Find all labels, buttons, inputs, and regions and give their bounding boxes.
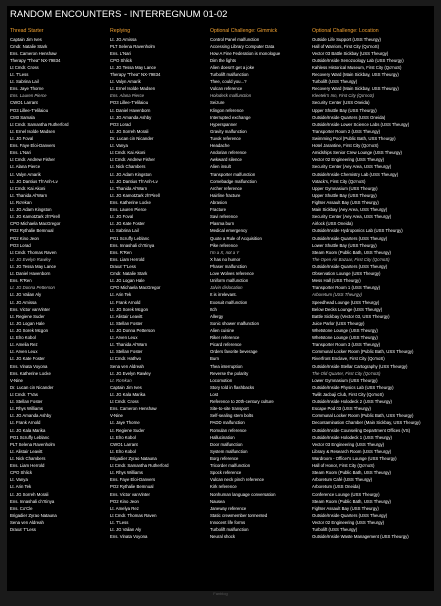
list-item: Mess Hall (USS Theurgy) — [312, 277, 432, 284]
list-item: Lt Cmdr. Thomas Raven — [110, 512, 207, 519]
list-item: Decontamination Chamber (Main Sickbay, USS Theurgy) — [312, 419, 432, 426]
list-item: Innocent life forms — [210, 519, 308, 526]
list-item: Lt. Ernel Isolde Madsen — [110, 85, 207, 92]
list-item: Speedhead Lounge (USS Theurgy) — [312, 299, 432, 306]
list-item: Vulcan neck pinch reference — [210, 476, 308, 483]
list-item: Conference Lounge (USS Theurgy) — [312, 491, 432, 498]
list-item: Lt. JG Dantius Th'Anh-Lv — [110, 178, 207, 185]
list-item: Ens. Lauren Pierce — [10, 92, 107, 99]
list-item: CPO Michaela MacGregor — [110, 284, 207, 291]
column-location — [312, 28, 432, 540]
list-item: Lt. JG Foval — [10, 135, 107, 142]
list-item: Lt. Arin Tek — [110, 291, 207, 298]
list-item: Lt. Ernel Isolde Madsen — [10, 128, 107, 135]
list-item: Ens. R'Ren — [10, 277, 107, 284]
list-item: Arboretum (USS Oneida) — [312, 483, 432, 490]
list-item: Lt. Amelia Rez — [10, 341, 107, 348]
list-item: Lt. JG Kate Foster — [110, 220, 207, 227]
list-item: Steam Room (Public Bath, USS Theurgy) — [312, 498, 432, 505]
list-item: Control Panel malfunction — [210, 36, 308, 43]
list-item: Lt. Ro'ekan — [10, 199, 107, 206]
list-item: Lt. JG Kala Marika — [110, 391, 207, 398]
list-item: Recovery Ward (Main Sickbay, USS Theurgy) — [312, 85, 432, 92]
list-item: Kirk reference — [210, 483, 308, 490]
list-item: Lt. JG Dantius Th'Anh-Lv — [10, 178, 107, 185]
list-item: Outside/Inside Quarters (USS Theurgy) — [312, 235, 432, 242]
column-list — [210, 36, 308, 541]
list-item: Outside/Inside Holodeck 2 (USS Theurgy) — [312, 398, 432, 405]
list-item: PADD malfunction — [210, 419, 308, 426]
list-item: Outside/Inside Chemistry Lab (USS Theurgy) — [312, 171, 432, 178]
list-item: Ens. Cameron Henshaw — [110, 405, 207, 412]
list-item: Recovery Ward (Main Sickbay, USS Theurgy) — [312, 71, 432, 78]
list-item: PO2 Kino Jeon — [10, 235, 107, 242]
list-item: Lt Cmdr. Kai Akoni — [10, 185, 107, 192]
list-item: Lt. Rhys Williams — [110, 469, 207, 476]
list-item: Lt. Frank Arnold — [110, 299, 207, 306]
list-item: Lt. Vanya — [110, 142, 207, 149]
list-item: Lt. JG Valian Aly — [10, 291, 107, 298]
list-item: Ens. Liam Herrold — [110, 256, 207, 263]
list-item: X has no humor — [210, 256, 308, 263]
list-item: Thee, could you...? — [210, 78, 308, 85]
list-item: Romulan reference — [210, 427, 308, 434]
list-item: Arboretum Café (USS Theurgy) — [312, 476, 432, 483]
list-item: System malfunction — [210, 448, 308, 455]
list-item: Gravity malfunction — [210, 128, 308, 135]
list-item: Outside/Inside Lower Science Labs (USS Theurgy) — [312, 121, 432, 128]
list-item: Janeway reference — [210, 505, 308, 512]
list-item: Airlock (USS Oneida) — [312, 220, 432, 227]
list-item: V-Nine — [110, 412, 207, 419]
list-item: Outside/Inside Hydroponics Lab (USS Theurgy) — [312, 227, 432, 234]
column-header: Optional Challenge: Gimmick — [210, 28, 308, 36]
list-item: CM3 Samala — [10, 114, 107, 121]
list-item: Transporter Room 1 (USS Theurgy) — [312, 284, 432, 291]
list-item: Lt. JG Sorreh Morali — [10, 491, 107, 498]
list-item: Ens. Katherine Locke — [110, 199, 207, 206]
list-item: Lt. Elro Kobol — [110, 434, 207, 441]
list-item: Brigadier Zyrao Natauna — [10, 512, 107, 519]
list-item: Lt. JG Kate Foster — [10, 355, 107, 362]
list-item: Lt. Daniel Havenborn — [10, 270, 107, 277]
list-item: Story told in flashbacks — [210, 384, 308, 391]
list-item: Hyperspanner — [210, 121, 308, 128]
list-item: Wardroom - Officer's Lounge (USS Theurgy) — [312, 455, 432, 462]
list-item: The Old Quarter, First City (Qo'noS) — [312, 370, 432, 377]
list-item: Hairline fracture — [210, 192, 308, 199]
list-item: Accessing Library Computer Data — [210, 43, 308, 50]
list-item: Cmdr. Natalie Stark — [10, 43, 107, 50]
list-item: Outside/Inside Counseling Department Offices (VS) — [312, 427, 432, 434]
list-item: Alien insult — [210, 163, 308, 170]
list-item: Vector 03 Battle Sickbay (USS Theurgy) — [312, 50, 432, 57]
list-item: PO1 Scruffy Leblanc — [10, 434, 107, 441]
list-item: Security Center (Aey Area, USS Theurgy) — [312, 163, 432, 170]
list-item: Vector 02 Engineering (USS Theurgy) — [312, 156, 432, 163]
list-item: Outside/Inside Stellar Cartography (USS Theurgy) — [312, 363, 432, 370]
list-item: Lt. Arven Leux — [10, 348, 107, 355]
list-item: Swimming Pool (Public Bath, USS Theurgy) — [312, 135, 432, 142]
list-item: Orders favorite beverage — [210, 348, 308, 355]
list-item: Andorian reference — [210, 149, 308, 156]
list-item: Below Decks Lounge (USS Theurgy) — [312, 306, 432, 313]
list-item: Nausea — [210, 498, 308, 505]
column-list — [312, 36, 432, 541]
list-item: Static crewmember tormented — [210, 512, 308, 519]
list-item: Lt. Nick Chambers — [110, 163, 207, 170]
list-item: Dr. Lucan cin Nicander — [110, 135, 207, 142]
list-item: Lt. Arin Tek — [10, 483, 107, 490]
list-item: Ens. L'Nari — [110, 50, 207, 57]
list-item: Security Center (USS Oneida) — [312, 99, 432, 106]
list-item: CPO Michaela MacGregor — [10, 220, 107, 227]
list-item: Lt. Valyn Amarik — [110, 78, 207, 85]
list-item: CPO Shlick — [110, 57, 207, 64]
list-item: Therapy "Thea" NX-79834 — [10, 57, 107, 64]
list-item: Hall of Honor, First City (Qo'noS) — [312, 462, 432, 469]
list-item: Draxa' T'Less — [10, 526, 107, 533]
list-item: Locomotion — [210, 377, 308, 384]
list-item: Juice Parlor (USS Theurgy) — [312, 320, 432, 327]
list-item: Arboretum (USS Theurgy) — [312, 291, 432, 298]
list-item: CWO1 Larrant — [10, 99, 107, 106]
list-item: Ens. Lauren Pierce — [110, 206, 207, 213]
list-item: Amidships Senior Crew Lounge (USS Theurgy) — [312, 149, 432, 156]
list-item: Ens. Katherine Locke — [10, 370, 107, 377]
list-item: Lt. Sabrina Lail — [110, 227, 207, 234]
list-item: Lt. Stellan Foster — [110, 348, 207, 355]
list-item: Outside/Inside Quarters (USS Theurgy) — [312, 512, 432, 519]
list-item: PLT Selena Ravenholm — [10, 441, 107, 448]
list-item: Klingon reference — [210, 107, 308, 114]
list-item: Captain Jim Ives — [10, 36, 107, 43]
list-item: Dim the lights — [210, 57, 308, 64]
column-header: Thread Starter — [10, 28, 107, 36]
list-item: Ens. Co'Cle — [10, 505, 107, 512]
list-item: Dr. Lucan cin Nicander — [10, 384, 107, 391]
list-item: Lt. JG Tessa May Lance — [10, 263, 107, 270]
list-item: Lt. Nick Chambers — [10, 455, 107, 462]
list-item: Hallucination — [210, 434, 308, 441]
list-item: PO2 Rythalie Bemnual — [110, 483, 207, 490]
list-item: Fighter Assault Bay (USS Theurgy) — [312, 199, 432, 206]
list-item: PO3 Lorad — [10, 242, 107, 249]
list-item: Nonhuman language conversation — [210, 491, 308, 498]
list-item: Lt. JG Amanda Ashby — [10, 412, 107, 419]
list-item: Exosuit malfunction — [210, 299, 308, 306]
list-item: Tricorder malfunction — [210, 462, 308, 469]
page-title: RANDOM ENCOUNTERS - INTERREGNUM 01-02 — [10, 9, 430, 21]
list-item: Lt. JG Logan Hale — [110, 277, 207, 284]
list-item: Observation Lounge (USS Theurgy) — [312, 270, 432, 277]
list-item: Lt. Amelya Rez — [110, 505, 207, 512]
list-item: Lt. Regiene Suder — [110, 427, 207, 434]
list-item: Lt. Thanida Al'Warn — [10, 192, 107, 199]
list-item: Turbolift (USS Theurgy) — [312, 526, 432, 533]
list-item: Lt Cmdr. Kai Akoni — [110, 149, 207, 156]
list-item: Therapy "Thea" NX-79834 — [110, 71, 207, 78]
list-item: Phaser malfunction — [210, 263, 308, 270]
list-item: Lt. Frank Arnold — [10, 419, 107, 426]
list-item: Captain Jim Ives — [110, 384, 207, 391]
list-item: Comebadge malfunction — [210, 178, 308, 185]
list-item: Lt Cmdr. Andrew Fisher — [110, 156, 207, 163]
list-item: I'm a X, not a Y — [210, 249, 308, 256]
column-gimmick — [210, 28, 308, 540]
list-item: Lt Cmdr. Andrew Fisher — [10, 156, 107, 163]
list-item: Lt. JG Evelyn Rawley — [10, 256, 107, 263]
list-item: Lt. JG KamotZark zh'Pirell — [110, 192, 207, 199]
list-item: Pike reference — [210, 242, 308, 249]
list-item: It is irrelevant. — [210, 291, 308, 298]
list-item: PO3 Lillee-T'elilaiou — [10, 107, 107, 114]
list-item: Ens. R'Ren — [110, 249, 207, 256]
list-item: Lt. Elro Kobol — [110, 448, 207, 455]
list-item: PLT Selena Ravenholm — [110, 43, 207, 50]
list-item: Love Wolves reference — [210, 270, 308, 277]
list-item: Communal Locker Room (Public Bath, USS Theurgy) — [312, 412, 432, 419]
list-item: Hall of Warriors, First City (Qo'noS) — [312, 43, 432, 50]
list-item: Ens. Faye Eloi-Danvers — [10, 142, 107, 149]
list-item: PO3 Lillee-T'elilaiou — [110, 99, 207, 106]
list-item: Ens. Faye Eloi-Danvers — [110, 476, 207, 483]
list-item: Ens. Alana Pierce — [110, 92, 207, 99]
list-item: Lt. Alistair Leavitt — [10, 448, 107, 455]
list-item: Lt. JG Amissa — [10, 299, 107, 306]
list-item: Reference to 20th-century culture — [210, 398, 308, 405]
list-item: Site-to-site transport — [210, 405, 308, 412]
list-item: Interrupted exchange — [210, 114, 308, 121]
list-item: Archer reference — [210, 185, 308, 192]
list-item: Vector 03 Engineering (USS Theurgy) — [312, 441, 432, 448]
list-item: Lt. Elro Kobol — [10, 334, 107, 341]
list-item: Turbolift malfunction — [210, 526, 308, 533]
list-item: Lt. T'Less — [10, 71, 107, 78]
list-item: Medical emergency — [210, 227, 308, 234]
list-item: Lt. Stellan Foster — [10, 398, 107, 405]
list-item: Headache — [210, 142, 308, 149]
column-list — [10, 36, 107, 534]
list-item: Outside/Inside Xenozoology Lab (USS Theurgy) — [312, 57, 432, 64]
list-item: Draxa' T'Less — [110, 263, 207, 270]
list-item: Outside/Inside Quarters (USS Oneida) — [312, 114, 432, 121]
list-item: PO1 Scruffy Leblanc — [110, 235, 207, 242]
encounter-sheet — [7, 6, 434, 591]
list-item: Lt Cmdr. Hathvo — [110, 355, 207, 362]
list-item: Riker reference — [210, 334, 308, 341]
list-item: Fighter Assault Bay (USS Theurgy) — [312, 505, 432, 512]
list-item: Lt. JG Amanda Ashby — [110, 114, 207, 121]
list-item: Outside/Inside Waste Management (USS Theurgy) — [312, 533, 432, 540]
list-item: Sonic shower malfunction — [210, 320, 308, 327]
list-item: Lt. Daniel Havenborn — [110, 107, 207, 114]
list-item: Whetstone Lounge (USS Theurgy) — [312, 334, 432, 341]
list-item: Lt. Thanida Al'Warn — [110, 185, 207, 192]
list-item: CPO Shlick — [10, 469, 107, 476]
list-item: Sena ven Aldreah — [10, 519, 107, 526]
column-thread-starter — [10, 28, 107, 533]
list-item: Lt. Valyn Amarik — [10, 171, 107, 178]
list-item: Turbolift malfunction — [210, 71, 308, 78]
list-item: Vector 02 Engineering (USS Theurgy) — [312, 519, 432, 526]
list-item: Ens. L'Nari — [10, 149, 107, 156]
list-item: Steam Room (Public Bath, USS Theurgy) — [312, 469, 432, 476]
list-item: Lt. JG Donna Petterson — [10, 284, 107, 291]
list-item: Lt. JG Adam Kingston — [110, 171, 207, 178]
list-item: Lt. JG Amissa — [110, 36, 207, 43]
list-item: Lt. Ro'ekan — [110, 377, 207, 384]
list-item: Lt. Rhys Williams — [10, 405, 107, 412]
column-replying — [110, 28, 207, 540]
list-item: Tuvok reference — [210, 135, 308, 142]
list-item: V-Nine — [10, 377, 107, 384]
list-item: Borg reference — [210, 455, 308, 462]
list-item: Outside/Inside Physics Lab (USS Theurgy) — [312, 384, 432, 391]
list-item: Alien doesn't get a joke — [210, 64, 308, 71]
list-item: Upper Shuttle Bay (USS Theurgy) — [312, 192, 432, 199]
list-item: Awkward silence — [210, 156, 308, 163]
list-item: Allergy — [210, 313, 308, 320]
list-item: Alien cuisine — [210, 327, 308, 334]
column-header: Replying — [110, 28, 207, 36]
list-item: Spock reference — [210, 469, 308, 476]
list-item: PO3 Lorad — [110, 121, 207, 128]
list-item: Lt Cmdr. Samantha Rutherford — [110, 462, 207, 469]
list-item: Brigadier Zyrao Natauna — [110, 455, 207, 462]
list-item: Reverse the polarity — [210, 370, 308, 377]
list-item: Lt. JG Donna Petterson — [110, 327, 207, 334]
list-item: Lt. Arven Leux — [110, 334, 207, 341]
list-item: Lt. Sabrina Lail — [10, 78, 107, 85]
list-item: Lt Cmdr. Thomas Raven — [10, 249, 107, 256]
list-item: Lt. Thanida Al'Warn — [110, 341, 207, 348]
list-item: CWO1 Larrant — [110, 441, 207, 448]
list-item: Door malfunction — [210, 441, 308, 448]
list-item: Ens. Victor vanVinter — [110, 491, 207, 498]
list-item: How A Fine Federation is monologue — [210, 50, 308, 57]
list-item: Vulcan reference — [210, 85, 308, 92]
list-item: Twilit Jacbaji Club, First City (Qo'noS) — [312, 391, 432, 398]
list-item: Cmdr. Natalie Stark — [110, 270, 207, 277]
list-item: Lt. Regiene Suder — [10, 313, 107, 320]
list-item: Itch — [210, 306, 308, 313]
list-item: Transporter Room 3 (USS Theurgy) — [312, 341, 432, 348]
list-item: Lt. JG Foval — [110, 213, 207, 220]
list-item: Outside/Inside Quarters (USS Theurgy) — [312, 263, 432, 270]
list-item: Whetstone Lounge (USS Theurgy) — [312, 327, 432, 334]
footer-credit: Fanblog — [0, 591, 441, 596]
list-item: Transporter malfunction — [210, 171, 308, 178]
list-item: Abrasion — [210, 199, 308, 206]
list-item: Ens. Liam Herrold — [10, 462, 107, 469]
list-item: Transporter Room 2 (USS Theurgy) — [312, 128, 432, 135]
list-item: PO2 Kino Jeon — [110, 498, 207, 505]
list-item: Lt. Jaye Thorne — [110, 419, 207, 426]
list-item: Lt. JG Tessa May Lance — [110, 64, 207, 71]
list-item: Kleetek's Inn, First City (Qo'noS) — [312, 92, 432, 99]
list-item: Sena ven Aldreah — [110, 363, 207, 370]
list-item: Jalvin dislocation — [210, 284, 308, 291]
list-item: Upper Shuttle Bay (USS Theurgy) — [312, 107, 432, 114]
list-item: Riverfront Enclave, First City (Qo'noS) — [312, 355, 432, 362]
list-item: Lt. JG Sorreh Morali — [110, 128, 207, 135]
list-item: Library & Research Room (USS Theurgy) — [312, 448, 432, 455]
list-item: Neural shock — [210, 533, 308, 540]
list-item: Lt. Alana Pierce — [10, 163, 107, 170]
list-item: Burn — [210, 355, 308, 362]
list-item: Lt. JG KamotZark zh'Pirell — [10, 213, 107, 220]
list-item: Lt Cmdr. Samantha Rutherford — [10, 121, 107, 128]
column-list — [110, 36, 207, 541]
column-header: Optional Challenge: Location — [312, 28, 432, 36]
list-item: Outside/Inside Holodeck 1 (USS Theurgy) — [312, 434, 432, 441]
list-item: Lt. Vanya — [10, 476, 107, 483]
list-item: Lt. JG Sorek Mcgon — [110, 306, 207, 313]
list-item: PO2 Rythalie Bemnual — [10, 227, 107, 234]
list-item: Kahless Historical Museum, First City (Qo'noS) — [312, 64, 432, 71]
list-item: Lt. JG Evelyn Rawley — [110, 370, 207, 377]
list-item: Self-sealing stem bolts — [210, 412, 308, 419]
list-item: Communal Locker Room (Public Bath, USS Theurgy) — [312, 348, 432, 355]
list-item: Hotel Jarantine, First City (Qo'noS) — [312, 142, 432, 149]
list-item: Lt. JG Sorek Mcgon — [10, 327, 107, 334]
list-item: Lt. JG Valian Aly — [110, 526, 207, 533]
list-item: Votack's, First City (Qo'noS) — [312, 178, 432, 185]
list-item: Holodeck malfunction — [210, 92, 308, 99]
list-item: Seizure — [210, 99, 308, 106]
list-item: Lt. JG Adam Kingston — [10, 206, 107, 213]
list-item: Thea interruption — [210, 363, 308, 370]
list-item: Security Center (Aey Area, USS Theurgy) — [312, 213, 432, 220]
list-item: Quote a Rule of Acquisition — [210, 235, 308, 242]
list-item: Ens. Vinata Voyona — [10, 363, 107, 370]
list-item: Lt. JG Logan Hale — [10, 320, 107, 327]
list-item: Main Sickbay (Aey Area, USS Theurgy) — [312, 206, 432, 213]
list-item: Escape Pod 03 (USS Theurgy) — [312, 405, 432, 412]
list-item: Lost — [210, 391, 308, 398]
list-item: Ens. Innashali ch'Xinya — [10, 498, 107, 505]
list-item: Ens. Jaye Thorne — [10, 85, 107, 92]
list-item: Lt Cmdr. T'Vas — [10, 391, 107, 398]
list-item: Ens. Innashali ch'Xinya — [110, 242, 207, 249]
list-item: Lt. T'Less — [110, 519, 207, 526]
list-item: Lower Shuttle Bay (USS Theurgy) — [312, 242, 432, 249]
list-item: Lt Cmdr. Cross — [10, 64, 107, 71]
list-item: Lower Gymnasium (USS Theurgy) — [312, 377, 432, 384]
list-item: Savi reference — [210, 213, 308, 220]
list-item: Ens. Victor vanVinter — [10, 306, 107, 313]
list-item: Battle Sickbay (Vector 03, USS Theurgy) — [312, 313, 432, 320]
list-item: Turbolift (USS Theurgy) — [312, 78, 432, 85]
list-item: Ens. Vinata Voyona — [110, 533, 207, 540]
list-item: Lt. Stellan Foster — [110, 320, 207, 327]
list-item: Fracture — [210, 206, 308, 213]
list-item: Uniform malfunction — [210, 277, 308, 284]
list-item: Plasma burn — [210, 220, 308, 227]
list-item: Lt. JG Kala Marika — [10, 427, 107, 434]
list-item: Steam Room (Public Bath, USS Theurgy) — [312, 249, 432, 256]
list-item: Upper Gymnasium (USS Theurgy) — [312, 185, 432, 192]
list-item: Lt Cmdr. Cross — [110, 398, 207, 405]
list-item: Ens. Cameron Henshaw — [10, 50, 107, 57]
list-item: The Open Air Bazaar, First City (Qo'noS) — [312, 256, 432, 263]
list-item: Lt. Alistair Leavitt — [110, 313, 207, 320]
list-item: Outside Life Support (USS Theurgy) — [312, 36, 432, 43]
list-item: Picard reference — [210, 341, 308, 348]
